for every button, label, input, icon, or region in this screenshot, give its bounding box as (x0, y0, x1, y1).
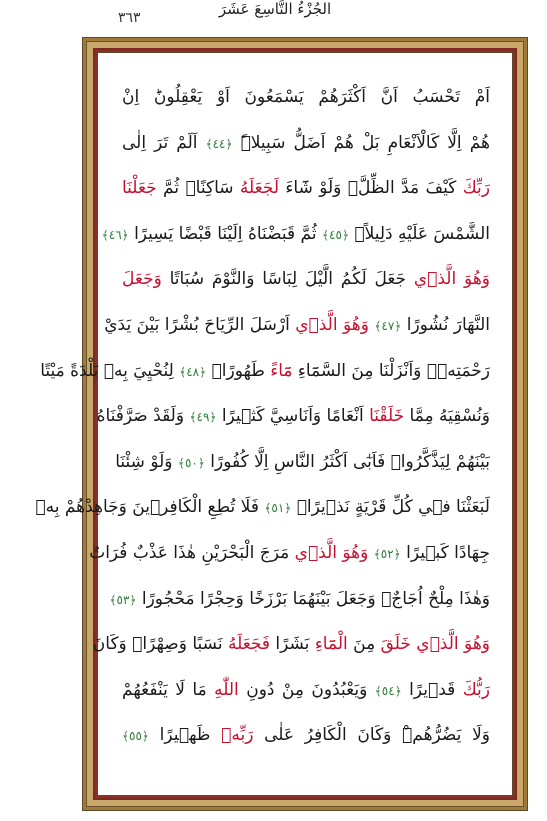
verse-text: وَيَعْبُدُونَ مِنْ دُونِ (238, 679, 375, 700)
verse-text: كَيْفَ مَدَّ الظِّلَّۚ وَلَوْ شَٓاءَ (279, 178, 463, 199)
verse-text: وَلَقَدْ صَرَّفْنَاهُ (96, 406, 190, 427)
verse-line (104, 303, 490, 349)
verse-text: جَعَلَ لَكُمُ الَّيْلَ لِبَاسًا وَالنَّوْمَ سُبَاتًا (161, 269, 414, 290)
verse-text: وَلَوْ شِئْنَا (115, 451, 178, 472)
verse-line (122, 166, 490, 212)
highlighted-word: رَبِّهٖ (221, 725, 254, 746)
highlighted-word: الْمَٓاءِ (314, 634, 348, 655)
verse-text: اَرْسَلَ الرِّيَاحَ بُشْرًا بَيْنَ يَدَيْ (104, 314, 296, 335)
highlighted-word: وَهُوَ الَّذٖي (294, 542, 374, 563)
verse-line (35, 485, 490, 531)
highlighted-word: فَجَعَلَهُ (227, 634, 270, 655)
highlighted-word: خَلَقْنَا (369, 406, 405, 427)
verse-number-marker: ﴿٥١﴾ (264, 501, 292, 516)
verse-text: فَلَا تُطِعِ الْكَافِرٖينَ وَجَاهِدْهُمْ بِهٖ (35, 497, 265, 518)
verse-text: ظَهٖيرًا (148, 725, 222, 746)
verse-text: مِنَ (347, 634, 381, 655)
verse-text: هُمْ اِلَّا كَالْاَنْعَامِ بَلْ هُمْ اَضَلُّ سَبِيلاًۜ (232, 132, 490, 153)
highlighted-word: وَهُوَ الَّذٖي (295, 314, 375, 335)
verse-text: سَاكِنًاۚ ثُمَّ (156, 178, 240, 199)
verse-line (109, 577, 490, 623)
text-area (35, 52, 513, 796)
verse-text: رَحْمَتِهٖۚ وَاَنْزَلْنَا مِنَ السَّمَٓاءِ (292, 360, 490, 381)
verse-line (92, 622, 490, 668)
verse-text: لَبَعَثْنَا فٖي كُلِّ قَرْيَةٍ نَذٖيرًاۘ (291, 497, 490, 518)
page-number: ٣٦٣ (118, 10, 141, 26)
page-frame (35, 37, 528, 811)
verse-line (101, 212, 490, 258)
verse-line (122, 121, 490, 167)
highlighted-word: وَهُوَ الَّذٖي (413, 269, 490, 290)
verse-number-marker: ﴿٥٣﴾ (109, 592, 137, 607)
verse-text: اَنْعَامًا وَاَنَاسِيَّ كَثٖيرًا (216, 406, 370, 427)
verse-text: ثُمَّ قَبَضْنَاهُ اِلَيْنَا قَبْضًا يَسِيرًا (128, 223, 323, 244)
verse-line (96, 394, 490, 440)
verse-text: الشَّمْسَ عَلَيْهِ دَلِيلاًۙ (348, 223, 490, 244)
verse-text: طَهُورًاۙ (206, 360, 271, 381)
verse-text: اَلَمْ تَرَ اِلٰى (122, 132, 206, 153)
verse-line (122, 668, 490, 714)
verse-text: وَنُسْقِيَهُ مِمَّا (404, 406, 490, 427)
verse-text: بَشَرًا (270, 634, 315, 655)
juz-title: الجُزْءُ التَّاسِعَ عَشَرَ (218, 0, 332, 18)
verse-number-marker: ﴿٤٨﴾ (179, 364, 207, 379)
verse-number-marker: ﴿٤٧﴾ (374, 318, 402, 333)
verse-lines (35, 75, 490, 759)
highlighted-word: وَجَعَلَ (122, 269, 162, 290)
verse-number-marker: ﴿٤٩﴾ (189, 410, 217, 425)
highlighted-word: لَجَعَلَهُ (239, 178, 280, 199)
highlighted-word: اللّٰهِ (214, 679, 239, 700)
verse-text: لِنُحْيِيَ بِهٖ بَلْدَةً مَيْتًا (40, 360, 180, 381)
verse-number-marker: ﴿٤٤﴾ (205, 136, 233, 151)
page-header (0, 0, 547, 36)
verse-text: وَهٰذَا مِلْحٌ اُجَاجٌۚ وَجَعَلَ بَيْنَهُمَا بَرْزَخًا وَحِجْرًا مَحْجُورًا (136, 588, 490, 609)
verse-text: مَرَجَ الْبَحْرَيْنِ هٰذَا عَذْبٌ فُرَاتٌ (89, 542, 295, 563)
verse-number-marker: ﴿٥٠﴾ (177, 455, 205, 470)
verse-line (122, 257, 490, 303)
verse-text: اَمْ تَحْسَبُ اَنَّ اَكْثَرَهُمْ يَسْمَعُونَ اَوْ يَعْقِلُونَؕ اِنْ (122, 87, 490, 107)
verse-line (122, 75, 490, 121)
highlighted-word: جَعَلْنَا (122, 178, 157, 199)
verse-text: قَدٖيرًا (401, 679, 463, 700)
verse-text: بَيْنَهُمْ لِيَذَّكَّرُواۘ فَاَبٰٓى اَكْثَرُ النَّاسِ اِلَّا كُفُورًا (204, 451, 490, 472)
verse-number-marker: ﴿٤٥﴾ (322, 227, 349, 242)
highlighted-word: رَبُّكَ (462, 679, 490, 700)
verse-line (115, 440, 490, 486)
verse-text: مَا لَا يَنْفَعُهُمْ (122, 679, 215, 700)
verse-text: وَلَا يَضُرُّهُمْۜ وَكَانَ الْكَافِرُ عَلٰى (253, 725, 490, 746)
verse-number-marker: ﴿٥٤﴾ (374, 683, 402, 698)
highlighted-word: مَٓاءً (270, 360, 293, 381)
highlighted-word: وَهُوَ الَّذٖي خَلَقَ (380, 634, 490, 655)
verse-text: جِهَادًا كَبٖيرًا (400, 542, 490, 563)
verse-line (89, 531, 490, 577)
verse-text: النَّهَارَ نُشُورًا (401, 314, 490, 335)
highlighted-word: رَبِّكَ (462, 178, 490, 199)
verse-line (40, 349, 490, 395)
verse-text: نَسَبًا وَصِهْرًاۜ وَكَانَ (92, 634, 228, 655)
verse-number-marker: ﴿٥٥﴾ (122, 729, 149, 744)
verse-line (122, 713, 490, 759)
verse-number-marker: ﴿٥٢﴾ (373, 546, 401, 561)
verse-number-marker: ﴿٤٦﴾ (101, 227, 129, 242)
